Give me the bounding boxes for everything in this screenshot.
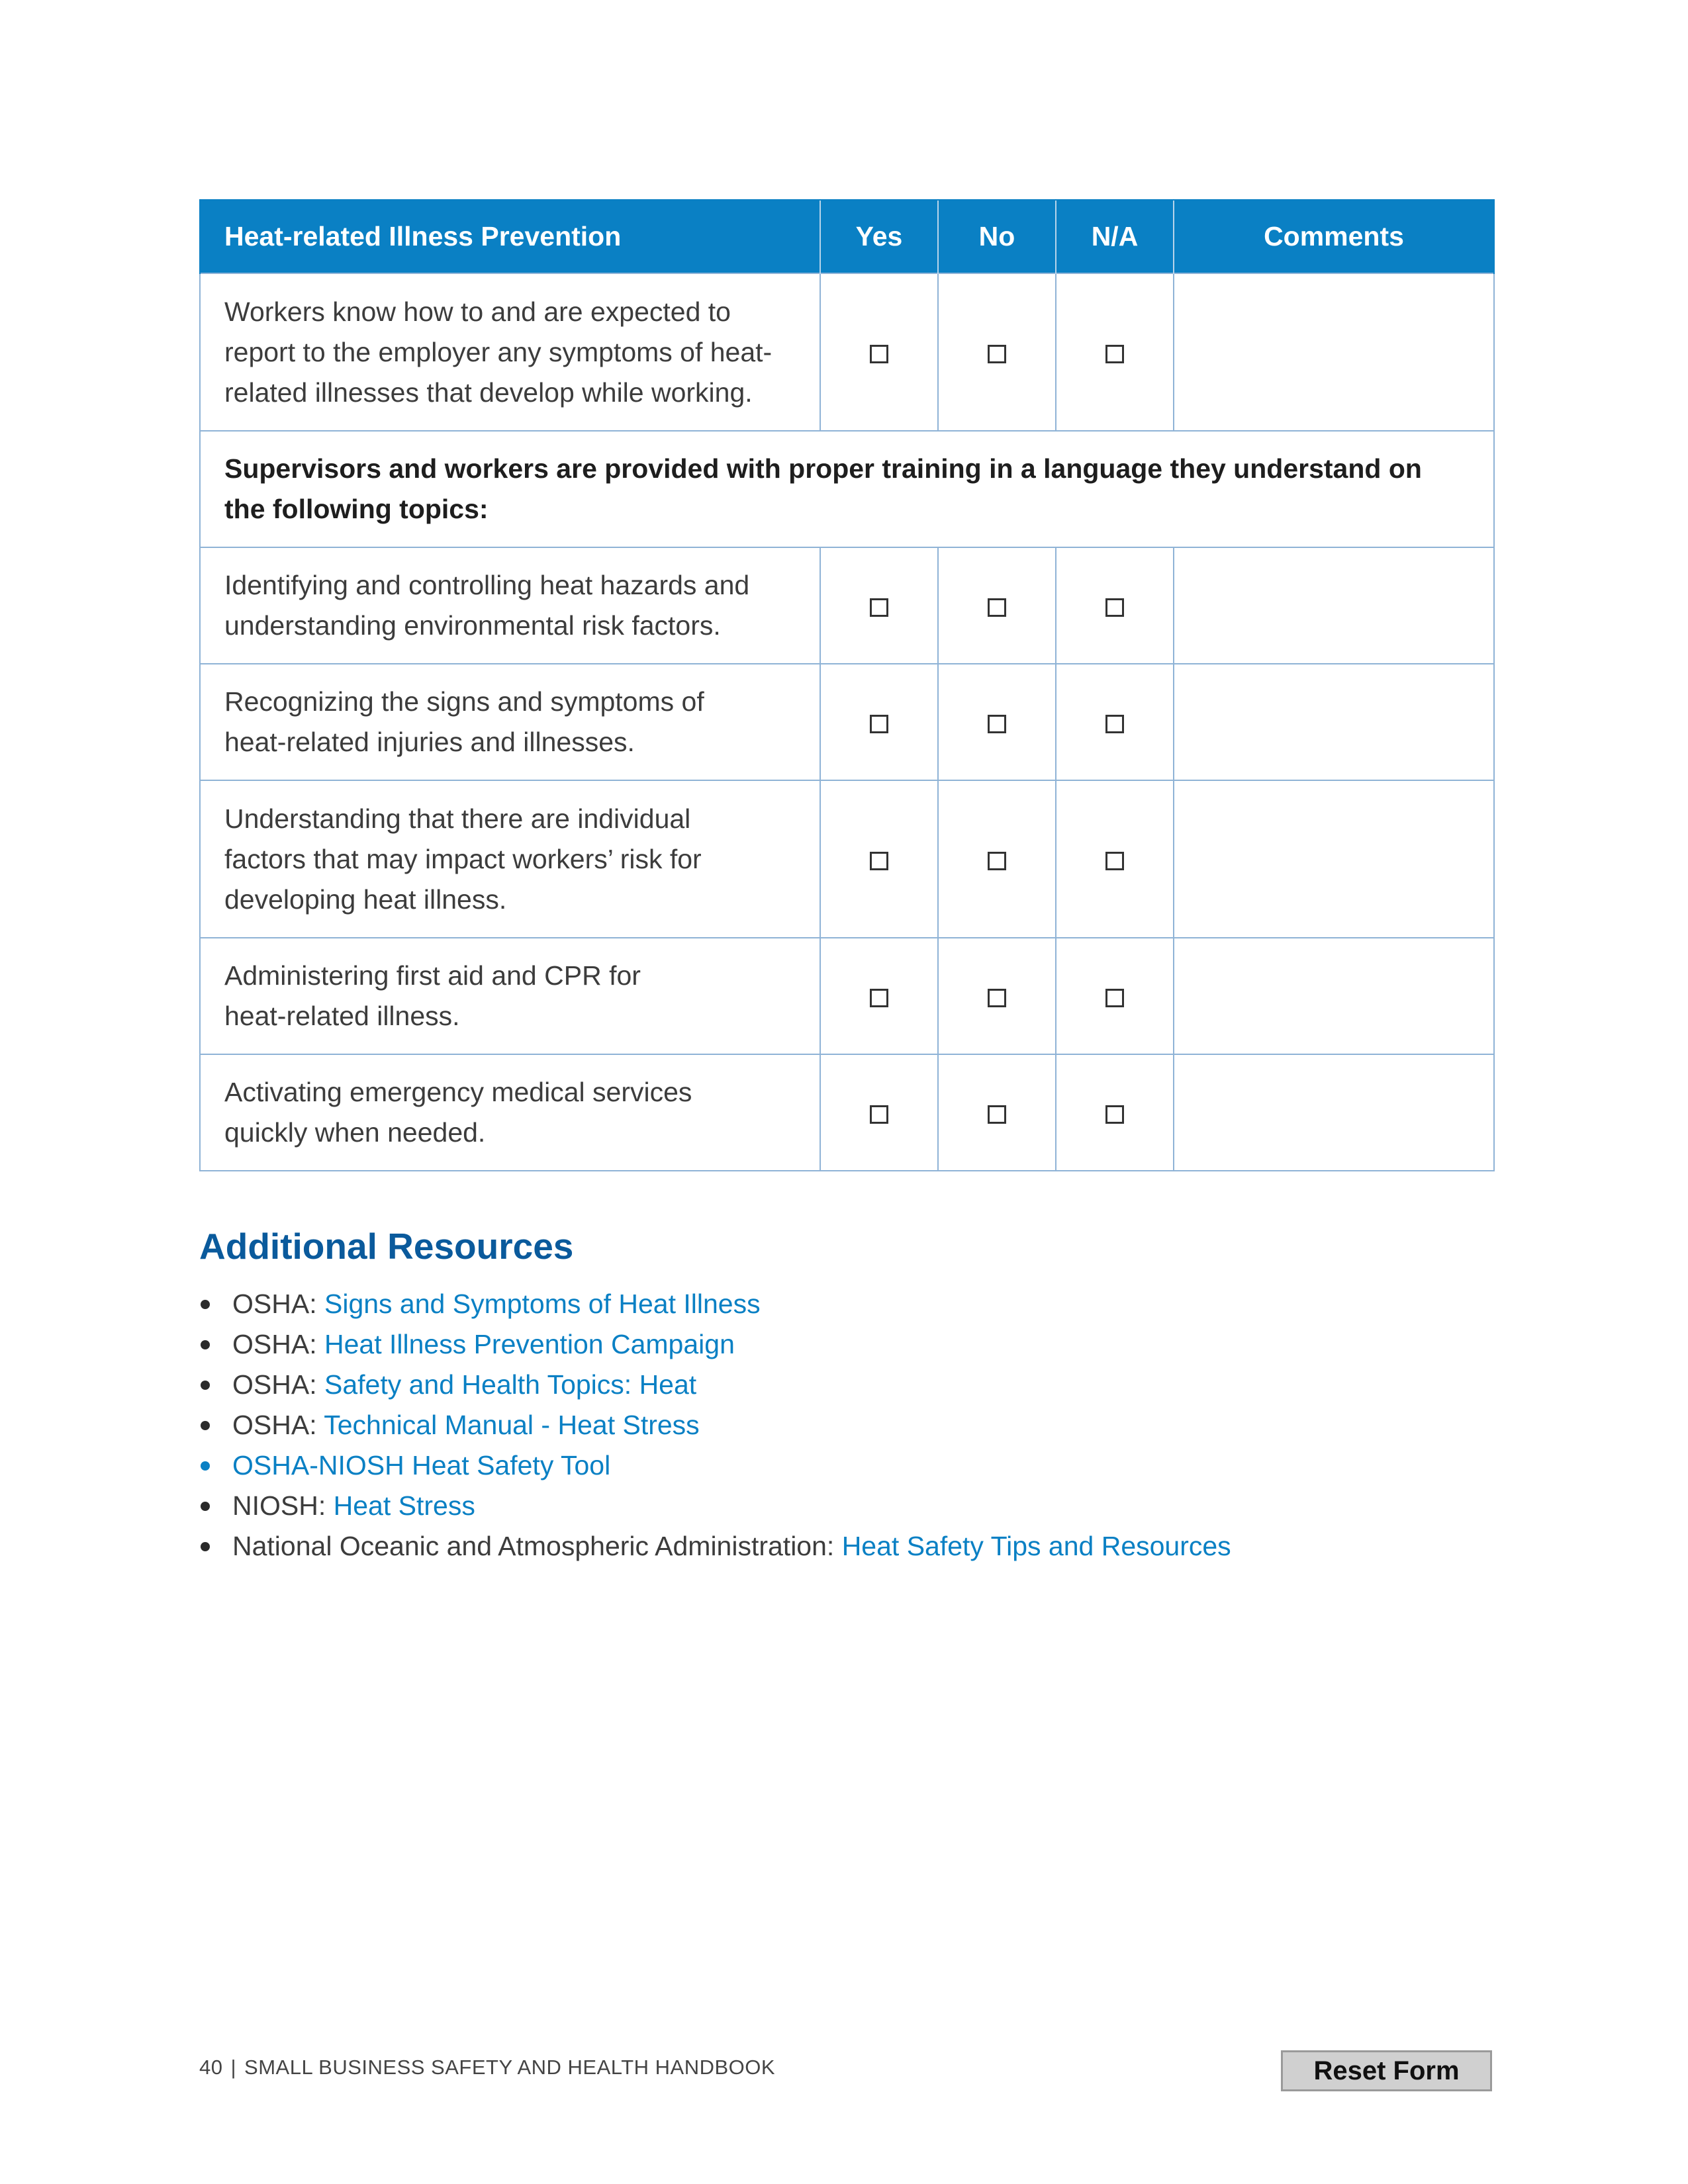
- resource-link[interactable]: Technical Manual - Heat Stress: [324, 1410, 700, 1440]
- resources-list: [199, 1284, 1231, 1567]
- no-checkbox[interactable]: [988, 715, 1006, 733]
- yes-checkbox[interactable]: [870, 1105, 888, 1124]
- yes-checkbox[interactable]: [870, 598, 888, 617]
- item-text-line: developing heat illness.: [224, 884, 507, 915]
- item-text-line: heat-related injuries and illnesses.: [224, 727, 635, 757]
- section-heading-line: Supervisors and workers are provided with proper training in a language they understand on: [224, 453, 1422, 484]
- list-item: [199, 1445, 1231, 1486]
- item-text-line: quickly when needed.: [224, 1117, 486, 1148]
- na-checkbox[interactable]: [1105, 1105, 1124, 1124]
- comments-field[interactable]: [1174, 273, 1494, 431]
- na-checkbox[interactable]: [1105, 598, 1124, 617]
- list-item: [199, 1526, 1231, 1567]
- handbook-title: SMALL BUSINESS SAFETY AND HEALTH HANDBOOK: [244, 2056, 776, 2079]
- resource-source: OSHA:: [232, 1369, 324, 1400]
- table-row: [200, 780, 1494, 938]
- item-text-line: Administering first aid and CPR for: [224, 960, 641, 991]
- item-text-line: Workers know how to and are expected to: [224, 296, 731, 327]
- item-text-line: Recognizing the signs and symptoms of: [224, 686, 704, 717]
- na-checkbox[interactable]: [1105, 989, 1124, 1007]
- list-item: [199, 1284, 1231, 1324]
- na-checkbox[interactable]: [1105, 345, 1124, 363]
- bullet-icon: [201, 1502, 210, 1511]
- resource-link[interactable]: Safety and Health Topics: Heat: [324, 1369, 697, 1400]
- resource-link[interactable]: Heat Illness Prevention Campaign: [324, 1329, 735, 1359]
- bullet-icon: [201, 1542, 210, 1551]
- no-checkbox[interactable]: [988, 345, 1006, 363]
- bullet-icon: [201, 1340, 210, 1349]
- page-number: 40: [199, 2056, 223, 2079]
- table-row: [200, 938, 1494, 1054]
- resource-source: OSHA:: [232, 1289, 324, 1319]
- item-text-line: Activating emergency medical services: [224, 1077, 692, 1107]
- item-text-line: heat-related illness.: [224, 1001, 460, 1031]
- section-heading-line: the following topics:: [224, 494, 489, 524]
- resource-source: NIOSH:: [232, 1490, 334, 1521]
- table-row: [200, 1054, 1494, 1171]
- bullet-icon: [201, 1300, 210, 1309]
- item-text: [200, 664, 820, 780]
- comments-field[interactable]: [1174, 938, 1494, 1054]
- item-text: [200, 273, 820, 431]
- section-row: [200, 431, 1494, 547]
- resource-source: National Oceanic and Atmospheric Administration:: [232, 1531, 842, 1561]
- resource-link[interactable]: Signs and Symptoms of Heat Illness: [324, 1289, 761, 1319]
- no-checkbox[interactable]: [988, 1105, 1006, 1124]
- resource-source: OSHA:: [232, 1329, 324, 1359]
- item-text-line: Understanding that there are individual: [224, 803, 691, 834]
- item-text-line: report to the employer any symptoms of heat-: [224, 336, 773, 367]
- heat-illness-checklist-table: [199, 199, 1495, 1171]
- list-item: [199, 1405, 1231, 1445]
- item-text: [200, 547, 820, 664]
- no-checkbox[interactable]: [988, 852, 1006, 870]
- comments-field[interactable]: [1174, 664, 1494, 780]
- table-row: [200, 664, 1494, 780]
- resource-link[interactable]: OSHA-NIOSH Heat Safety Tool: [232, 1450, 611, 1480]
- item-text: [200, 1054, 820, 1171]
- item-text: [200, 938, 820, 1054]
- section-heading: [200, 431, 1494, 547]
- item-text-line: related illnesses that develop while working.: [224, 377, 753, 408]
- item-text: [200, 780, 820, 938]
- no-checkbox[interactable]: [988, 989, 1006, 1007]
- list-item: [199, 1486, 1231, 1526]
- yes-checkbox[interactable]: [870, 989, 888, 1007]
- item-text-line: factors that may impact workers’ risk for: [224, 843, 702, 874]
- bullet-icon: [201, 1381, 210, 1390]
- footer-separator: |: [230, 2056, 237, 2079]
- resource-link[interactable]: Heat Stress: [333, 1490, 475, 1521]
- column-header-yes: Yes: [820, 200, 938, 273]
- column-header-comments: Comments: [1174, 200, 1494, 273]
- column-header-item: Heat-related Illness Prevention: [200, 200, 820, 273]
- table-row: [200, 547, 1494, 664]
- comments-field[interactable]: [1174, 547, 1494, 664]
- page-footer: [199, 2056, 775, 2079]
- list-item: [199, 1324, 1231, 1365]
- bullet-icon: [201, 1461, 210, 1471]
- table-header-row: [200, 200, 1494, 273]
- yes-checkbox[interactable]: [870, 345, 888, 363]
- resource-link[interactable]: Heat Safety Tips and Resources: [841, 1531, 1231, 1561]
- comments-field[interactable]: [1174, 780, 1494, 938]
- table-row: [200, 273, 1494, 431]
- reset-form-button[interactable]: Reset Form: [1281, 2050, 1492, 2091]
- column-header-no: No: [938, 200, 1056, 273]
- no-checkbox[interactable]: [988, 598, 1006, 617]
- item-text-line: understanding environmental risk factors.: [224, 610, 721, 641]
- column-header-na: N/A: [1056, 200, 1174, 273]
- comments-field[interactable]: [1174, 1054, 1494, 1171]
- yes-checkbox[interactable]: [870, 852, 888, 870]
- na-checkbox[interactable]: [1105, 852, 1124, 870]
- item-text-line: Identifying and controlling heat hazards and: [224, 570, 750, 600]
- resource-source: OSHA:: [232, 1410, 324, 1440]
- list-item: [199, 1365, 1231, 1405]
- bullet-icon: [201, 1421, 210, 1430]
- na-checkbox[interactable]: [1105, 715, 1124, 733]
- yes-checkbox[interactable]: [870, 715, 888, 733]
- additional-resources-heading: Additional Resources: [199, 1226, 574, 1267]
